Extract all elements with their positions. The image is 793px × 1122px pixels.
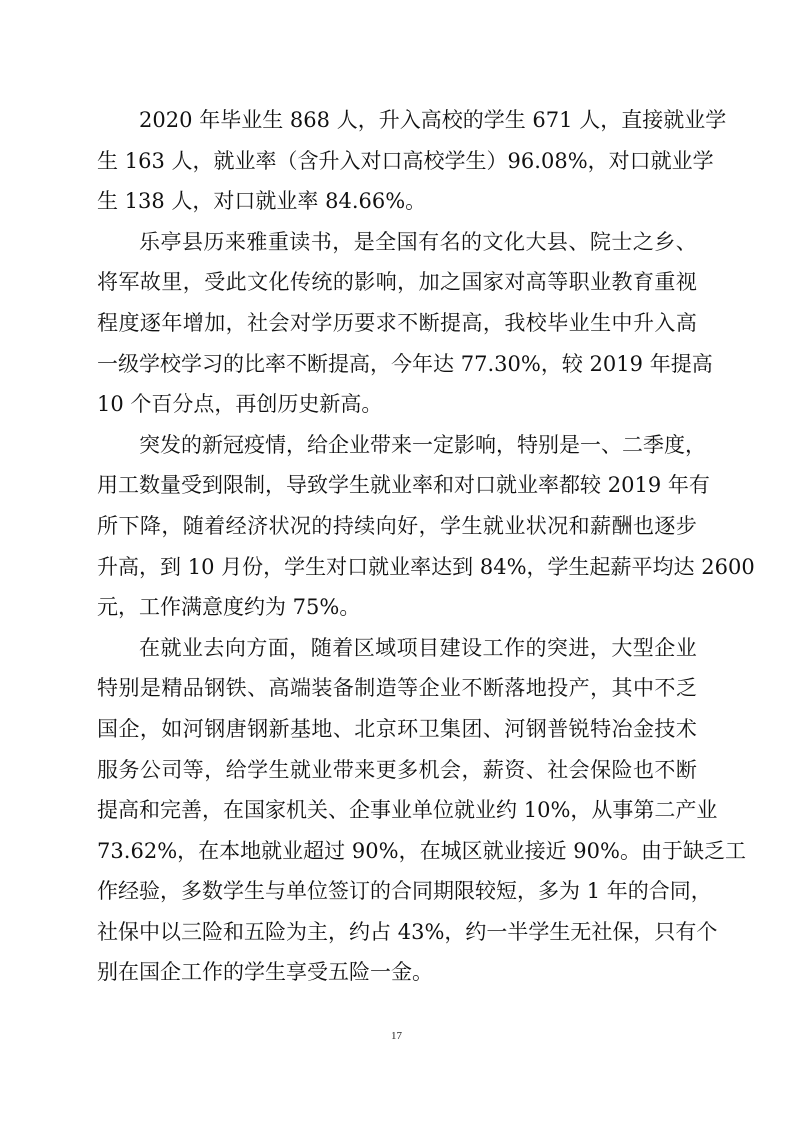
text-line: 特 别 是 精 品 钢 铁 、 高 端 装 备 制 造 等 企 业 不 断 落 地 投 产 ， 其 中 不 乏 <box>97 676 697 701</box>
text-line: 生 1 6 3 人 ， 就 业 率 （ 含 升 入 对 口 高 校 学 生 ） 9 6 . 0 8 % ， 对 口 就 业 学 <box>97 148 714 173</box>
text-line: 社 保 中 以 三 险 和 五 险 为 主 ， 约 占 4 3 % ， 约 一 半 学 生 无 社 保 ， 只 有 个 <box>97 919 718 944</box>
document-body <box>97 100 755 993</box>
text-line: 在 就 业 去 向 方 面 ， 随 着 区 域 项 目 建 设 工 作 的 突 进 ， 大 型 企 业 <box>139 635 697 660</box>
text-line: 升 高 ， 到 1 0 月 份 ， 学 生 对 口 就 业 率 达 到 8 4 % ， 学 生 起 薪 平 均 达 2 6 0 0 <box>97 554 755 579</box>
text-line: 元，工作满意度约为 75%。 <box>97 595 361 620</box>
paragraph-employment-destination <box>97 628 746 993</box>
text-line: 服 务 公 司 等 ， 给 学 生 就 业 带 来 更 多 机 会 ， 薪 资 、 社 会 保 险 也 不 断 <box>97 757 697 782</box>
paragraph-laoting-tradition <box>97 222 713 425</box>
text-line: 所 下 降 ， 随 着 经 济 状 况 的 持 续 向 好 ， 学 生 就 业 状 况 和 薪 酬 也 逐 步 <box>97 513 697 538</box>
text-line: 国 企 ， 如 河 钢 唐 钢 新 基 地 、 北 京 环 卫 集 团 、 河 钢 普 锐 特 冶 金 技 术 <box>97 716 697 741</box>
paragraph-graduates-2020 <box>97 100 727 222</box>
text-line: 提 高 和 完 善 ， 在 国 家 机 关 、 企 事 业 单 位 就 业 约 1 0 % ， 从 事 第 二 产 业 <box>97 798 718 823</box>
paragraph-covid-impact <box>97 425 755 628</box>
text-line: 突 发 的 新 冠 疫 情 ， 给 企 业 带 来 一 定 影 响 ， 特 别 是 一 、 二 季 度 ， <box>139 432 706 457</box>
text-line: 作 经 验 ， 多 数 学 生 与 单 位 签 订 的 合 同 期 限 较 短 ， 多 为 1 年 的 合 同 ， <box>97 879 712 904</box>
text-line: 10 个百分点，再创历史新高。 <box>97 392 383 417</box>
text-line: 2 0 2 0 年 毕 业 生 8 6 8 人 ， 升 入 高 校 的 学 生 6 7 1 人 ， 直 接 就 业 学 <box>139 108 727 132</box>
text-line: 乐 亭 县 历 来 雅 重 读 书 ， 是 全 国 有 名 的 文 化 大 县 、 院 士 之 乡 、 <box>139 229 697 254</box>
text-line: 7 3 . 6 2 % ， 在 本 地 就 业 超 过 9 0 % ， 在 城 区 就 业 接 近 9 0 % 。 由 于 缺 乏 工 <box>97 838 746 863</box>
text-line: 一 级 学 校 学 习 的 比 率 不 断 提 高 ， 今 年 达 7 7 . 3 0 % ， 较 2 0 1 9 年 提 高 <box>97 351 713 376</box>
text-line: 将 军 故 里 ， 受 此 文 化 传 统 的 影 响 ， 加 之 国 家 对 高 等 职 业 教 育 重 视 <box>97 270 697 295</box>
text-line: 用 工 数 量 受 到 限 制 ， 导 致 学 生 就 业 率 和 对 口 就 业 率 都 较 2 0 1 9 年 有 <box>97 473 710 498</box>
page-number: 17 <box>391 1030 402 1042</box>
text-line: 生 138 人，对口就业率 84.66%。 <box>97 189 427 214</box>
text-line: 别在国企工作的学生享受五险一金。 <box>97 960 433 985</box>
text-line: 程 度 逐 年 增 加 ， 社 会 对 学 历 要 求 不 断 提 高 ， 我 校 毕 业 生 中 升 入 高 <box>97 310 697 335</box>
